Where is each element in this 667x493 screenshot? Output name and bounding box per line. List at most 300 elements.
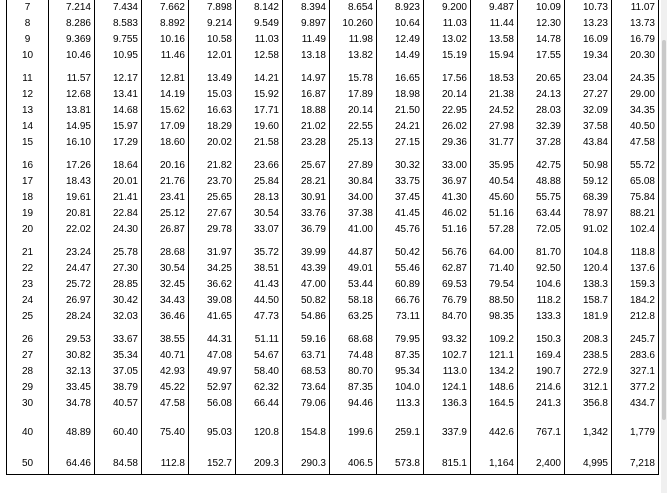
value-cell: 11.07 bbox=[612, 0, 659, 16]
value-cell: 573.8 bbox=[377, 454, 424, 475]
spacer-cell bbox=[142, 412, 189, 419]
value-cell: 30.84 bbox=[330, 174, 377, 190]
value-cell: 49.97 bbox=[189, 364, 236, 380]
value-cell: 10.95 bbox=[95, 48, 142, 64]
spacer-cell bbox=[7, 412, 49, 419]
value-cell: 20.65 bbox=[518, 71, 565, 87]
table-row bbox=[7, 261, 659, 277]
value-cell: 28.03 bbox=[518, 103, 565, 119]
value-cell: 21.82 bbox=[189, 158, 236, 174]
value-cell: 169.4 bbox=[518, 348, 565, 364]
value-cell: 13.23 bbox=[565, 16, 612, 32]
value-cell: 137.6 bbox=[612, 261, 659, 277]
value-cell: 16.63 bbox=[189, 103, 236, 119]
value-cell: 44.50 bbox=[236, 293, 283, 309]
spacer-cell bbox=[424, 151, 471, 158]
value-cell: 66.44 bbox=[236, 396, 283, 412]
spacer-cell bbox=[189, 64, 236, 71]
value-cell: 38.51 bbox=[236, 261, 283, 277]
spacer-cell bbox=[283, 238, 330, 245]
value-cell: 32.03 bbox=[95, 309, 142, 325]
value-cell: 20.14 bbox=[330, 103, 377, 119]
spacer-cell bbox=[7, 151, 49, 158]
value-cell: 25.72 bbox=[49, 277, 95, 293]
value-cell: 13.49 bbox=[189, 71, 236, 87]
value-cell: 55.46 bbox=[377, 261, 424, 277]
value-cell: 148.6 bbox=[471, 380, 518, 396]
value-cell: 9.755 bbox=[95, 32, 142, 48]
table-row bbox=[7, 71, 659, 87]
value-cell: 48.88 bbox=[518, 174, 565, 190]
value-cell: 52.97 bbox=[189, 380, 236, 396]
value-cell: 80.70 bbox=[330, 364, 377, 380]
value-cell: 8.583 bbox=[95, 16, 142, 32]
spacer-cell bbox=[612, 447, 659, 454]
value-cell: 12.01 bbox=[189, 48, 236, 64]
value-cell: 50.82 bbox=[283, 293, 330, 309]
value-cell: 259.1 bbox=[377, 419, 424, 447]
spacer-cell bbox=[7, 238, 49, 245]
row-number-cell: 14 bbox=[7, 119, 49, 135]
value-table-sheet bbox=[6, 0, 658, 493]
spacer-cell bbox=[565, 64, 612, 71]
table-row bbox=[7, 16, 659, 32]
spacer-cell bbox=[471, 64, 518, 71]
value-cell: 21.50 bbox=[377, 103, 424, 119]
value-cell: 37.05 bbox=[95, 364, 142, 380]
value-cell: 8.394 bbox=[283, 0, 330, 16]
value-cell: 104.8 bbox=[565, 245, 612, 261]
value-cell: 4,995 bbox=[565, 454, 612, 475]
value-cell: 22.55 bbox=[330, 119, 377, 135]
value-cell: 19.61 bbox=[49, 190, 95, 206]
value-cell: 199.6 bbox=[330, 419, 377, 447]
value-cell: 95.03 bbox=[189, 419, 236, 447]
table-row bbox=[7, 380, 659, 396]
spacer-cell bbox=[330, 64, 377, 71]
value-cell: 35.34 bbox=[95, 348, 142, 364]
value-cell: 33.75 bbox=[377, 174, 424, 190]
spacer-cell bbox=[49, 151, 95, 158]
spacer-cell bbox=[424, 412, 471, 419]
value-cell: 87.35 bbox=[330, 380, 377, 396]
value-cell: 120.4 bbox=[565, 261, 612, 277]
spacer-cell bbox=[377, 412, 424, 419]
value-cell: 22.95 bbox=[424, 103, 471, 119]
value-cell: 15.97 bbox=[95, 119, 142, 135]
spacer-cell bbox=[377, 447, 424, 454]
value-cell: 26.87 bbox=[142, 222, 189, 238]
value-cell: 15.78 bbox=[330, 71, 377, 87]
group-spacer bbox=[7, 447, 659, 454]
table-row bbox=[7, 206, 659, 222]
value-cell: 50.42 bbox=[377, 245, 424, 261]
value-cell: 1,342 bbox=[565, 419, 612, 447]
spacer-cell bbox=[377, 64, 424, 71]
value-cell: 40.57 bbox=[95, 396, 142, 412]
row-number-cell: 19 bbox=[7, 206, 49, 222]
value-cell: 25.12 bbox=[142, 206, 189, 222]
value-cell: 88.21 bbox=[612, 206, 659, 222]
value-cell: 33.45 bbox=[49, 380, 95, 396]
value-cell: 1,164 bbox=[471, 454, 518, 475]
table-body bbox=[7, 0, 659, 475]
value-cell: 7.898 bbox=[189, 0, 236, 16]
value-cell: 58.18 bbox=[330, 293, 377, 309]
value-cell: 35.72 bbox=[236, 245, 283, 261]
value-cell: 356.8 bbox=[565, 396, 612, 412]
value-cell: 33.76 bbox=[283, 206, 330, 222]
spacer-cell bbox=[49, 447, 95, 454]
value-cell: 136.3 bbox=[424, 396, 471, 412]
value-cell: 59.16 bbox=[283, 332, 330, 348]
row-number-cell: 29 bbox=[7, 380, 49, 396]
value-cell: 51.16 bbox=[424, 222, 471, 238]
value-cell: 54.86 bbox=[283, 309, 330, 325]
value-cell: 30.54 bbox=[236, 206, 283, 222]
table-row bbox=[7, 454, 659, 475]
value-cell: 26.02 bbox=[424, 119, 471, 135]
value-cell: 23.70 bbox=[189, 174, 236, 190]
value-cell: 40.50 bbox=[612, 119, 659, 135]
spacer-cell bbox=[95, 447, 142, 454]
group-spacer bbox=[7, 325, 659, 332]
value-cell: 406.5 bbox=[330, 454, 377, 475]
value-cell: 27.98 bbox=[471, 119, 518, 135]
value-cell: 79.54 bbox=[471, 277, 518, 293]
spacer-cell bbox=[471, 151, 518, 158]
value-cell: 30.32 bbox=[377, 158, 424, 174]
value-cell: 30.54 bbox=[142, 261, 189, 277]
value-cell: 10.58 bbox=[189, 32, 236, 48]
value-cell: 47.00 bbox=[283, 277, 330, 293]
value-cell: 91.02 bbox=[565, 222, 612, 238]
spacer-cell bbox=[377, 151, 424, 158]
value-cell: 18.64 bbox=[95, 158, 142, 174]
value-cell: 29.78 bbox=[189, 222, 236, 238]
value-cell: 8.654 bbox=[330, 0, 377, 16]
table-row bbox=[7, 48, 659, 64]
value-cell: 62.87 bbox=[424, 261, 471, 277]
row-number-cell: 7 bbox=[7, 0, 49, 16]
spacer-cell bbox=[283, 64, 330, 71]
value-cell: 25.78 bbox=[95, 245, 142, 261]
value-cell: 23.04 bbox=[565, 71, 612, 87]
value-cell: 28.13 bbox=[236, 190, 283, 206]
value-cell: 17.55 bbox=[518, 48, 565, 64]
value-cell: 241.3 bbox=[518, 396, 565, 412]
spacer-cell bbox=[565, 238, 612, 245]
row-number-cell: 16 bbox=[7, 158, 49, 174]
value-cell: 36.97 bbox=[424, 174, 471, 190]
value-cell: 17.09 bbox=[142, 119, 189, 135]
value-cell: 29.00 bbox=[612, 87, 659, 103]
value-cell: 76.79 bbox=[424, 293, 471, 309]
value-cell: 58.40 bbox=[236, 364, 283, 380]
spacer-cell bbox=[189, 447, 236, 454]
value-cell: 9.214 bbox=[189, 16, 236, 32]
row-number-cell: 26 bbox=[7, 332, 49, 348]
value-cell: 49.01 bbox=[330, 261, 377, 277]
table-row bbox=[7, 222, 659, 238]
spacer-cell bbox=[330, 325, 377, 332]
value-cell: 327.1 bbox=[612, 364, 659, 380]
row-number-cell: 40 bbox=[7, 419, 49, 447]
spacer-cell bbox=[330, 151, 377, 158]
table-row bbox=[7, 348, 659, 364]
spacer-cell bbox=[95, 325, 142, 332]
value-cell: 39.99 bbox=[283, 245, 330, 261]
spacer-cell bbox=[377, 325, 424, 332]
value-cell: 28.68 bbox=[142, 245, 189, 261]
value-cell: 37.45 bbox=[377, 190, 424, 206]
value-cell: 14.95 bbox=[49, 119, 95, 135]
spacer-cell bbox=[236, 151, 283, 158]
value-cell: 74.48 bbox=[330, 348, 377, 364]
spacer-cell bbox=[95, 238, 142, 245]
row-number-cell: 21 bbox=[7, 245, 49, 261]
value-cell: 113.3 bbox=[377, 396, 424, 412]
value-cell: 11.49 bbox=[283, 32, 330, 48]
value-cell: 19.34 bbox=[565, 48, 612, 64]
value-cell: 20.16 bbox=[142, 158, 189, 174]
value-cell: 13.41 bbox=[95, 87, 142, 103]
value-cell: 75.84 bbox=[612, 190, 659, 206]
value-cell: 112.8 bbox=[142, 454, 189, 475]
value-cell: 46.02 bbox=[424, 206, 471, 222]
row-number-cell: 28 bbox=[7, 364, 49, 380]
value-cell: 75.40 bbox=[142, 419, 189, 447]
value-cell: 39.08 bbox=[189, 293, 236, 309]
value-cell: 53.44 bbox=[330, 277, 377, 293]
value-cell: 272.9 bbox=[565, 364, 612, 380]
spacer-cell bbox=[142, 64, 189, 71]
value-cell: 138.3 bbox=[565, 277, 612, 293]
value-cell: 11.03 bbox=[236, 32, 283, 48]
value-cell: 22.84 bbox=[95, 206, 142, 222]
spacer-cell bbox=[612, 151, 659, 158]
row-number-cell: 24 bbox=[7, 293, 49, 309]
value-cell: 10.16 bbox=[142, 32, 189, 48]
value-cell: 12.30 bbox=[518, 16, 565, 32]
spacer-cell bbox=[518, 151, 565, 158]
spacer-cell bbox=[424, 325, 471, 332]
value-cell: 442.6 bbox=[471, 419, 518, 447]
spacer-cell bbox=[565, 447, 612, 454]
value-cell: 44.31 bbox=[189, 332, 236, 348]
value-cell: 33.67 bbox=[95, 332, 142, 348]
value-cell: 16.65 bbox=[377, 71, 424, 87]
value-cell: 24.47 bbox=[49, 261, 95, 277]
value-cell: 37.28 bbox=[518, 135, 565, 151]
row-number-cell: 11 bbox=[7, 71, 49, 87]
spacer-cell bbox=[7, 447, 49, 454]
value-cell: 14.97 bbox=[283, 71, 330, 87]
spacer-cell bbox=[142, 325, 189, 332]
value-cell: 27.30 bbox=[95, 261, 142, 277]
value-cell: 66.76 bbox=[377, 293, 424, 309]
value-cell: 181.9 bbox=[565, 309, 612, 325]
value-cell: 434.7 bbox=[612, 396, 659, 412]
value-cell: 21.58 bbox=[236, 135, 283, 151]
value-cell: 25.13 bbox=[330, 135, 377, 151]
value-cell: 23.28 bbox=[283, 135, 330, 151]
value-cell: 245.7 bbox=[612, 332, 659, 348]
value-cell: 27.27 bbox=[565, 87, 612, 103]
group-spacer bbox=[7, 412, 659, 419]
value-cell: 337.9 bbox=[424, 419, 471, 447]
value-cell: 10.260 bbox=[330, 16, 377, 32]
spacer-cell bbox=[236, 64, 283, 71]
value-cell: 13.58 bbox=[471, 32, 518, 48]
value-cell: 16.79 bbox=[612, 32, 659, 48]
value-cell: 47.58 bbox=[142, 396, 189, 412]
spacer-cell bbox=[612, 238, 659, 245]
value-cell: 36.79 bbox=[283, 222, 330, 238]
value-cell: 73.11 bbox=[377, 309, 424, 325]
value-cell: 209.3 bbox=[236, 454, 283, 475]
value-cell: 22.02 bbox=[49, 222, 95, 238]
spacer-cell bbox=[236, 325, 283, 332]
spacer-cell bbox=[95, 64, 142, 71]
value-cell: 11.03 bbox=[424, 16, 471, 32]
row-number-cell: 20 bbox=[7, 222, 49, 238]
value-cell: 60.89 bbox=[377, 277, 424, 293]
row-number-cell: 30 bbox=[7, 396, 49, 412]
value-cell: 14.68 bbox=[95, 103, 142, 119]
spacer-cell bbox=[330, 447, 377, 454]
spacer-cell bbox=[49, 412, 95, 419]
value-cell: 815.1 bbox=[424, 454, 471, 475]
value-cell: 45.76 bbox=[377, 222, 424, 238]
value-cell: 15.19 bbox=[424, 48, 471, 64]
group-spacer bbox=[7, 151, 659, 158]
value-cell: 12.81 bbox=[142, 71, 189, 87]
spacer-cell bbox=[189, 412, 236, 419]
value-cell: 13.02 bbox=[424, 32, 471, 48]
spacer-cell bbox=[142, 238, 189, 245]
value-cell: 24.35 bbox=[612, 71, 659, 87]
row-number-cell: 8 bbox=[7, 16, 49, 32]
row-number-cell: 17 bbox=[7, 174, 49, 190]
value-cell: 59.12 bbox=[565, 174, 612, 190]
value-cell: 81.70 bbox=[518, 245, 565, 261]
value-cell: 28.85 bbox=[95, 277, 142, 293]
value-cell: 33.00 bbox=[424, 158, 471, 174]
value-cell: 154.8 bbox=[283, 419, 330, 447]
table-row bbox=[7, 32, 659, 48]
value-cell: 12.68 bbox=[49, 87, 95, 103]
value-cell: 55.75 bbox=[518, 190, 565, 206]
value-cell: 104.0 bbox=[377, 380, 424, 396]
value-cell: 41.65 bbox=[189, 309, 236, 325]
spacer-cell bbox=[471, 238, 518, 245]
value-cell: 14.19 bbox=[142, 87, 189, 103]
value-cell: 71.40 bbox=[471, 261, 518, 277]
value-cell: 20.30 bbox=[612, 48, 659, 64]
value-cell: 42.75 bbox=[518, 158, 565, 174]
spacer-cell bbox=[612, 64, 659, 71]
value-cell: 102.4 bbox=[612, 222, 659, 238]
row-number-cell: 22 bbox=[7, 261, 49, 277]
value-cell: 34.35 bbox=[612, 103, 659, 119]
spacer-cell bbox=[424, 64, 471, 71]
value-cell: 26.97 bbox=[49, 293, 95, 309]
value-cell: 68.53 bbox=[283, 364, 330, 380]
value-cell: 17.26 bbox=[49, 158, 95, 174]
spacer-cell bbox=[565, 412, 612, 419]
spacer-cell bbox=[236, 412, 283, 419]
value-cell: 40.54 bbox=[471, 174, 518, 190]
value-cell: 7.214 bbox=[49, 0, 95, 16]
row-number-cell: 25 bbox=[7, 309, 49, 325]
value-cell: 87.35 bbox=[377, 348, 424, 364]
spacer-cell bbox=[142, 447, 189, 454]
spacer-cell bbox=[49, 64, 95, 71]
value-cell: 29.53 bbox=[49, 332, 95, 348]
value-cell: 51.11 bbox=[236, 332, 283, 348]
value-cell: 767.1 bbox=[518, 419, 565, 447]
value-cell: 9.549 bbox=[236, 16, 283, 32]
table-row bbox=[7, 364, 659, 380]
value-cell: 36.62 bbox=[189, 277, 236, 293]
value-cell: 17.71 bbox=[236, 103, 283, 119]
spacer-cell bbox=[612, 325, 659, 332]
value-cell: 118.8 bbox=[612, 245, 659, 261]
value-cell: 56.08 bbox=[189, 396, 236, 412]
value-cell: 78.97 bbox=[565, 206, 612, 222]
value-cell: 14.21 bbox=[236, 71, 283, 87]
spacer-cell bbox=[518, 325, 565, 332]
table-row bbox=[7, 277, 659, 293]
value-cell: 11.98 bbox=[330, 32, 377, 48]
spacer-cell bbox=[189, 151, 236, 158]
row-number-cell: 18 bbox=[7, 190, 49, 206]
value-cell: 2,400 bbox=[518, 454, 565, 475]
value-cell: 64.00 bbox=[471, 245, 518, 261]
value-cell: 34.00 bbox=[330, 190, 377, 206]
value-cell: 32.39 bbox=[518, 119, 565, 135]
value-cell: 17.29 bbox=[95, 135, 142, 151]
value-cell: 19.60 bbox=[236, 119, 283, 135]
spacer-cell bbox=[95, 151, 142, 158]
value-cell: 20.81 bbox=[49, 206, 95, 222]
row-number-cell: 23 bbox=[7, 277, 49, 293]
value-cell: 57.28 bbox=[471, 222, 518, 238]
value-cell: 25.65 bbox=[189, 190, 236, 206]
spacer-cell bbox=[565, 151, 612, 158]
value-cell: 21.02 bbox=[283, 119, 330, 135]
value-cell: 190.7 bbox=[518, 364, 565, 380]
value-table bbox=[6, 0, 659, 475]
value-cell: 41.45 bbox=[377, 206, 424, 222]
value-cell: 18.88 bbox=[283, 103, 330, 119]
value-cell: 104.6 bbox=[518, 277, 565, 293]
value-cell: 32.09 bbox=[565, 103, 612, 119]
value-cell: 41.00 bbox=[330, 222, 377, 238]
vertical-scrollbar[interactable] bbox=[661, 0, 667, 493]
value-cell: 13.18 bbox=[283, 48, 330, 64]
value-cell: 16.87 bbox=[283, 87, 330, 103]
value-cell: 102.7 bbox=[424, 348, 471, 364]
value-cell: 41.30 bbox=[424, 190, 471, 206]
value-cell: 25.67 bbox=[283, 158, 330, 174]
value-cell: 8.923 bbox=[377, 0, 424, 16]
table-row bbox=[7, 419, 659, 447]
scrollbar-thumb[interactable] bbox=[662, 40, 666, 420]
value-cell: 113.0 bbox=[424, 364, 471, 380]
spacer-cell bbox=[424, 447, 471, 454]
